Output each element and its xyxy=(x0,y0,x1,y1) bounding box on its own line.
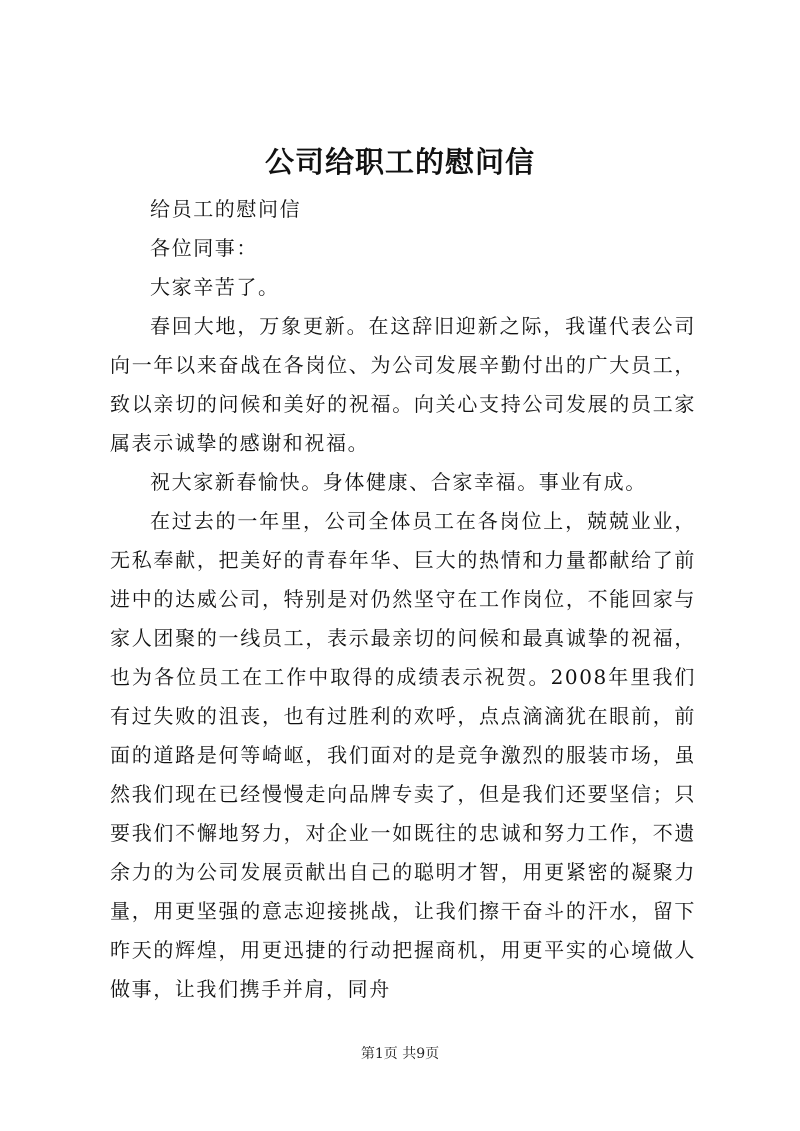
paragraph-blessings: 祝大家新春愉快。身体健康、合家幸福。事业有成。 xyxy=(150,470,647,494)
paragraph-salutation: 各位同事： xyxy=(150,236,258,260)
document-body xyxy=(110,190,696,1009)
paragraph-greeting: 大家辛苦了。 xyxy=(150,275,280,299)
page-number-footer: 第1页 共9页 xyxy=(360,1046,440,1062)
paragraph-new-year-wishes: 春回大地，万象更新。在这辞旧迎新之际，我谨代表公司向一年以来奋战在各岗位、为公司发展辛勤付出的广大员工，致以亲切的问候和美好的祝福。向关心支持公司发展的员工家属表示诚挚的感谢和祝福。 xyxy=(110,314,696,455)
document-title: 公司给职工的慰问信 xyxy=(264,145,535,179)
paragraph-review: 在过去的一年里，公司全体员工在各岗位上，兢兢业业，无私奉献，把美好的青春年华、巨大的热情和力量都献给了前进中的达威公司，特别是对仍然坚守在工作岗位，不能回家与家人团聚的一线员工，表示最亲切的问候和最真诚挚的祝福，也为各位员工在工作中取得的成绩表示祝贺。2008年里我们有过失败的沮丧，也有过胜利的欢呼，点点滴滴犹在眼前，前面的道路是何等崎岖，我们面对的是竞争激烈的服装市场，虽然我们现在已经慢慢走向品牌专卖了，但是我们还要坚信；只要我们不懈地努力，对企业一如既往的忠诚和努力工作，不遗余力的为公司发展贡献出自己的聪明才智，用更紧密的凝聚力量，用更坚强的意志迎接挑战，让我们擦干奋斗的汗水，留下昨天的辉煌，用更迅捷的行动把握商机，用更平实的心境做人做事，让我们携手并肩，同舟 xyxy=(110,509,696,1001)
paragraph-subtitle: 给员工的慰问信 xyxy=(150,197,302,221)
